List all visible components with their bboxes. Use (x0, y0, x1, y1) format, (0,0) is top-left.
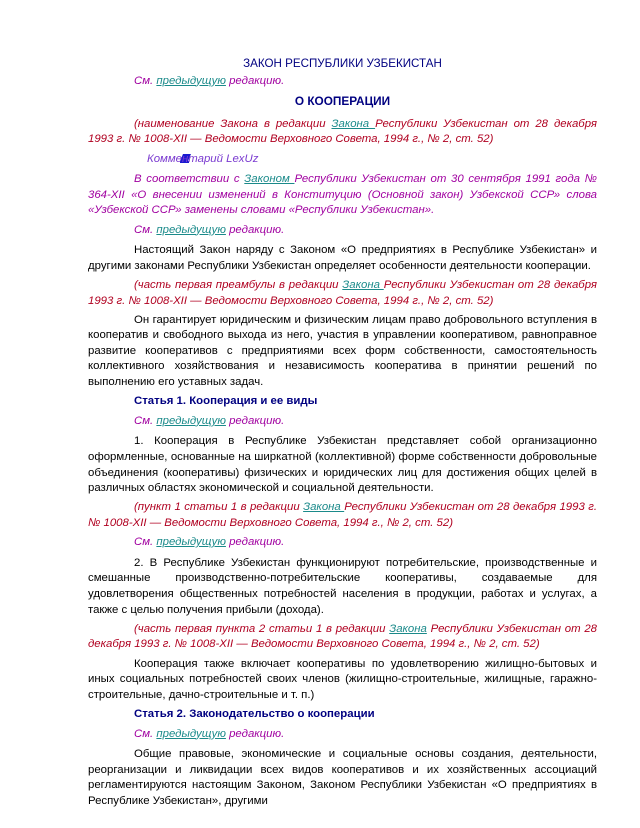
lexuz-comment-link[interactable] (88, 152, 597, 168)
book-icon (134, 153, 145, 162)
amending-law-link[interactable]: Закона (331, 117, 376, 130)
see-previous-edition: См. предыдущую редакцию. (134, 223, 285, 236)
article-1-point-1-note: (пункт 1 статьи 1 в редакции Закона Республики Узбекистан от 28 декабря 1993 г. № 1008-XII — Ведомости Верховного Совета, 1994 г., № 2, ст. 52) (88, 501, 598, 529)
document-subtitle: О КООПЕРАЦИИ (294, 94, 391, 109)
comment-label: Комментарий LexUz (147, 152, 259, 165)
see-previous-edition: См. предыдущую редакцию. (134, 74, 285, 87)
preamble-amendment-note: (часть первая преамбулы в редакции Закона Республики Узбекистан от 28 декабря 1993 г. № 1008-XII — Ведомости Верховного Совета, 1994 г., № 2, ст. 52) (88, 278, 597, 307)
see-previous-edition: См. предыдущую редакцию. (134, 414, 285, 427)
previous-edition-link[interactable]: предыдущую (156, 727, 226, 740)
article-2-heading: Статья 2. Законодательство о кооперации (134, 707, 375, 720)
constitution-amendment-note: В соответствии с Законом Республики Узбекистан от 30 сентября 1991 года № 364-XII «О внесении изменений в Конституцию (Основной закон) Узбекской ССР» слова «Узбекской ССР» заменены словами «Республики Узбекистан». (88, 173, 598, 217)
article-1-point-2: 2. В Республике Узбекистан функционируют потребительские, производственные и смешанные производственно-потребительские кооперативы, создаваемые для удовлетворения общественных потребностей населения в продукции, работах и услугах, а также с целью получения прибыли (дохода). (88, 556, 597, 616)
amending-law-link[interactable]: Закона (303, 501, 345, 514)
document-title: ЗАКОН РЕСПУБЛИКИ УЗБЕКИСТАН (243, 57, 442, 70)
see-previous-edition: См. предыдущую редакцию. (134, 536, 285, 549)
document-page (88, 56, 597, 813)
name-amendment-note: (наименование Закона в редакции Закона Республики Узбекистан от 28 декабря 1993 г. № 1008-XII — Ведомости Верховного Совета, 1994 г., № 2, ст. 52) (88, 117, 597, 146)
article-1-point-2-note: (часть первая пункта 2 статьи 1 в редакции Закона Республики Узбекистан от 28 декабря 1993 г. № 1008-XII — Ведомости Верховного Совета, 1994 г., № 2, ст. 52) (88, 622, 597, 651)
previous-edition-link[interactable]: предыдущую (156, 536, 226, 549)
article-1-heading: Статья 1. Кооперация и ее виды (134, 395, 318, 408)
article-2-paragraph-1: Общие правовые, экономические и социальные основы создания, деятельности, реорганизации и ликвидации всех видов кооперативов и их хозяйственных ассоциаций регламентируются настоящим Законом, Законом Республики Узбекистан «О предприятиях в Республике Узбекистан», другими (88, 748, 597, 807)
amending-law-link[interactable]: Закона (342, 278, 384, 291)
see-previous-edition: См. предыдущую редакцию. (134, 727, 285, 740)
preamble-paragraph-2: Он гарантирует юридическим и физическим лицам право добровольного вступления в кооператив и свободного выхода из него, участия в управлении кооперативом, равноправное развитие кооперативов с предприятиями всех форм собственности, самостоятельность коллективного хозяйствования и независимость кооператива в принятии решений по выполнению его уставных задач. (88, 313, 597, 389)
previous-edition-link[interactable]: предыдущую (156, 74, 226, 87)
constitution-law-link[interactable]: Законом (244, 173, 295, 186)
article-1-point-2-part-2: Кооперация также включает кооперативы по удовлетворению жилищно-бытовых и иных социальных потребностей своих членов (жилищно-строительные, жилищные, гаражно-строительные, дачно-строительные и т. п.) (88, 657, 597, 701)
article-1-point-1: 1. Кооперация в Республике Узбекистан представляет собой организационно оформленные, основанные на ширкатной (коллективной) форме собственности добровольные объединения (кооперативы) физических и юридических лиц для достижения общих целей в различных областях экономической и социальной деятельности. (88, 435, 597, 495)
previous-edition-link[interactable]: предыдущую (156, 223, 226, 236)
previous-edition-link[interactable]: предыдущую (156, 414, 226, 427)
preamble-paragraph-1: Настоящий Закон наряду с Законом «О предприятиях в Республике Узбекистан» и другими законами Республики Узбекистан определяет особенности деятельности кооперации. (88, 244, 597, 272)
amending-law-link[interactable]: Закона (389, 622, 427, 635)
